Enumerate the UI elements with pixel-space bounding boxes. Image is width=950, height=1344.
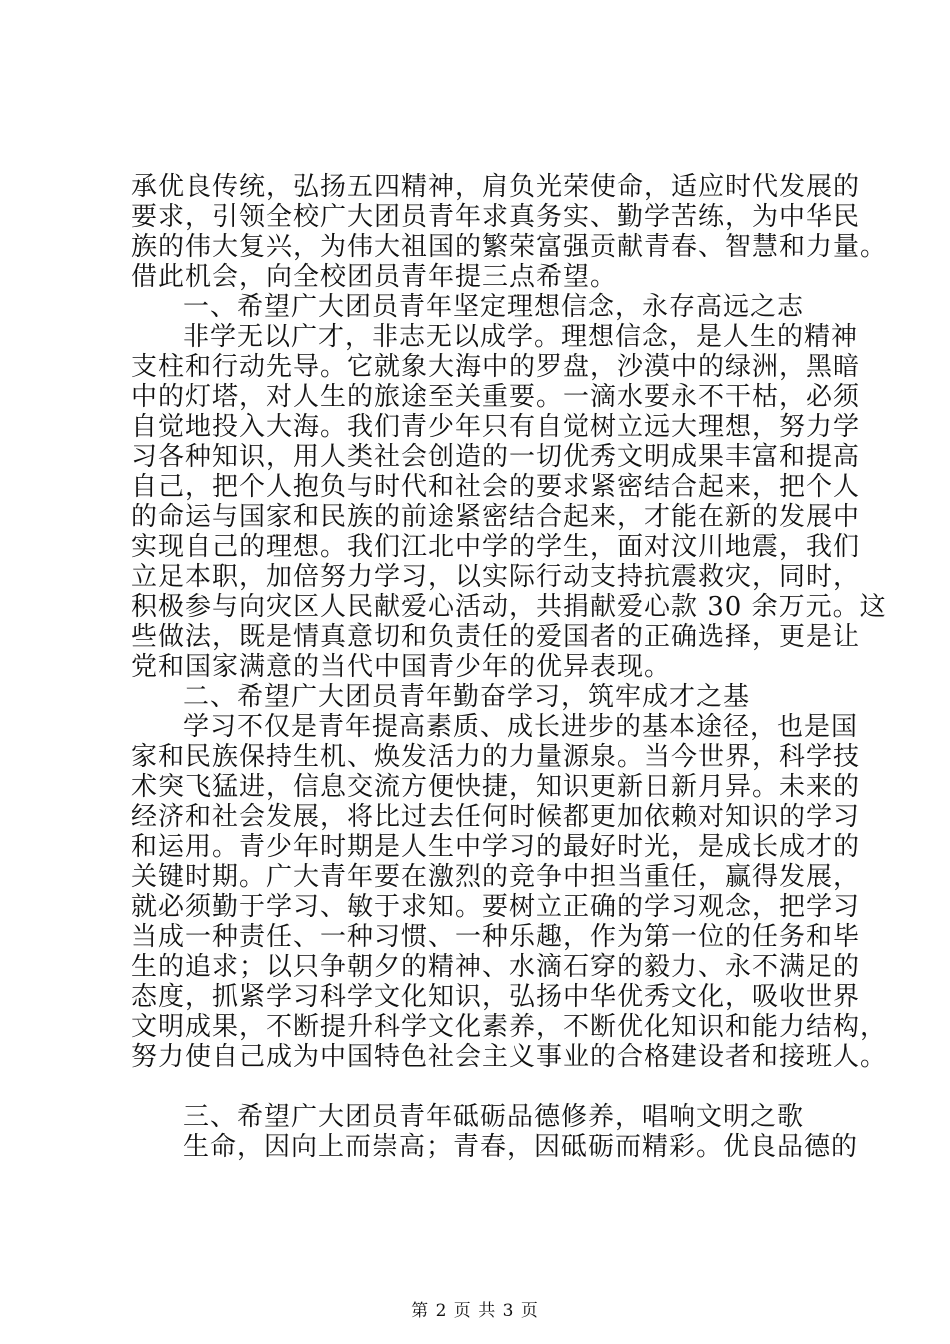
intro-line: 借此机会，向全校团员青年提三点希望。: [131, 262, 618, 292]
para1-line: 支柱和行动先导。它就象大海中的罗盘，沙漠中的绿洲，黑暗: [131, 352, 861, 382]
section-heading-1: 一、希望广大团员青年坚定理想信念，永存高远之志: [183, 292, 805, 322]
para1-line: 党和国家满意的当代中国青少年的优异表现。: [131, 652, 672, 682]
para1-line: 立足本职，加倍努力学习，以实际行动支持抗震救灾，同时，: [131, 562, 861, 592]
para2-line: 态度，抓紧学习科学文化知识，弘扬中华优秀文化，吸收世界: [131, 982, 861, 1012]
para1-line: 些做法，既是情真意切和负责任的爱国者的正确选择，更是让: [131, 622, 861, 652]
para1-line: 的命运与国家和民族的前途紧密结合起来，才能在新的发展中: [131, 502, 861, 532]
intro-line: 族的伟大复兴，为伟大祖国的繁荣富强贡献青春、智慧和力量。: [131, 232, 888, 262]
document-body: [131, 172, 888, 1162]
intro-line: 承优良传统，弘扬五四精神，肩负光荣使命，适应时代发展的: [131, 172, 861, 202]
para1-line: 自己，把个人抱负与时代和社会的要求紧密结合起来，把个人: [131, 472, 861, 502]
para1-line: 积极参与向灾区人民献爱心活动，共捐献爱心款 30 余万元。这: [131, 592, 887, 622]
section-heading-2: 二、希望广大团员青年勤奋学习，筑牢成才之基: [183, 682, 751, 712]
paragraph-gap: [131, 1072, 836, 1102]
para2-line: 和运用。青少年时期是人生中学习的最好时光，是成长成才的: [131, 832, 861, 862]
para2-line: 努力使自己成为中国特色社会主义事业的合格建设者和接班人。: [131, 1042, 888, 1072]
section-heading-3: 三、希望广大团员青年砥砺品德修养，唱响文明之歌: [183, 1102, 805, 1132]
para3-line: 生命，因向上而崇高；青春，因砥砺而精彩。优良品德的: [183, 1132, 859, 1162]
para2-line: 学习不仅是青年提高素质、成长进步的基本途径，也是国: [183, 712, 859, 742]
para2-line: 生的追求；以只争朝夕的精神、水滴石穿的毅力、永不满足的: [131, 952, 861, 982]
para2-line: 经济和社会发展，将比过去任何时候都更加依赖对知识的学习: [131, 802, 861, 832]
para2-line: 当成一种责任、一种习惯、一种乐趣，作为第一位的任务和毕: [131, 922, 861, 952]
para2-line: 就必须勤于学习、敏于求知。要树立正确的学习观念，把学习: [131, 892, 861, 922]
para1-line: 习各种知识，用人类社会创造的一切优秀文明成果丰富和提高: [131, 442, 861, 472]
para1-line: 实现自己的理想。我们江北中学的学生，面对汶川地震，我们: [131, 532, 861, 562]
para2-line: 文明成果，不断提升科学文化素养，不断优化知识和能力结构，: [131, 1012, 888, 1042]
page-footer: 第 2 页 共 3 页: [411, 1301, 539, 1321]
para1-line: 非学无以广才，非志无以成学。理想信念，是人生的精神: [183, 322, 859, 352]
para2-line: 家和民族保持生机、焕发活力的力量源泉。当今世界，科学技: [131, 742, 861, 772]
para2-line: 关键时期。广大青年要在激烈的竞争中担当重任，赢得发展，: [131, 862, 861, 892]
para1-line: 中的灯塔，对人生的旅途至关重要。一滴水要永不干枯，必须: [131, 382, 861, 412]
intro-line: 要求，引领全校广大团员青年求真务实、勤学苦练，为中华民: [131, 202, 861, 232]
para2-line: 术突飞猛进，信息交流方便快捷，知识更新日新月异。未来的: [131, 772, 861, 802]
para1-line: 自觉地投入大海。我们青少年只有自觉树立远大理想，努力学: [131, 412, 861, 442]
